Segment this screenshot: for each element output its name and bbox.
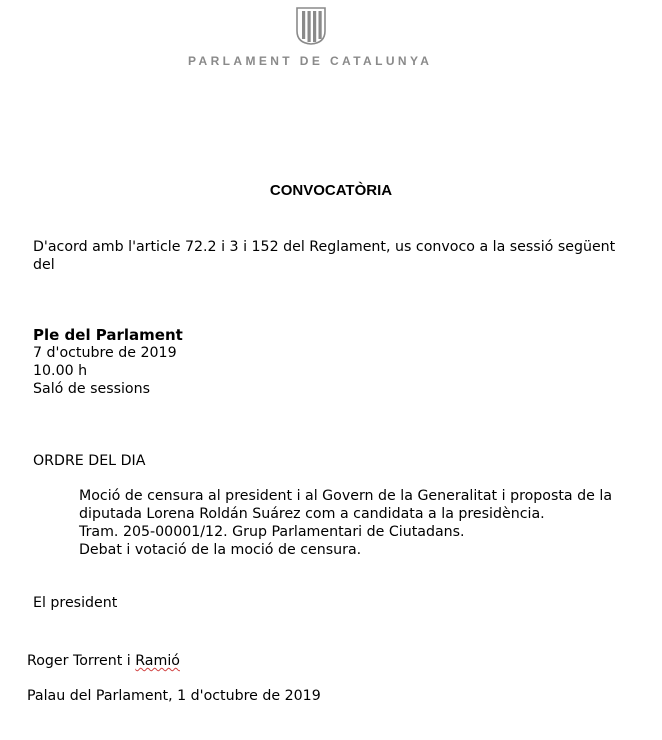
session-name: Ple del Parlament [33, 326, 183, 344]
agenda-item-line-4: Debat i votació de la moció de censura. [79, 542, 362, 558]
session-time: 10.00 h [33, 363, 88, 379]
signer-name-last: Ramió [135, 653, 180, 669]
document-title: CONVOCATÒRIA [269, 182, 393, 199]
agenda-heading: ORDRE DEL DIA [33, 453, 146, 469]
agenda-item-line-1: Moció de censura al president i al Govern de la Generalitat i proposta de la [79, 488, 613, 504]
intro-line-1: D'acord amb l'article 72.2 i 3 i 152 del Reglament, us convoco a la sessió següent [33, 239, 616, 255]
place-and-date: Palau del Parlament, 1 d'octubre de 2019 [27, 688, 321, 704]
intro-line-2: del [33, 257, 55, 273]
signer-name [27, 652, 180, 670]
agenda-item-line-2: diputada Lorena Roldán Suárez com a candidata a la presidència. [79, 506, 545, 522]
session-place: Saló de sessions [33, 381, 150, 397]
agenda-item-line-3: Tram. 205-00001/12. Grup Parlamentari de Ciutadans. [79, 524, 465, 540]
signer-role: El president [33, 595, 118, 611]
session-date: 7 d'octubre de 2019 [33, 345, 177, 361]
institution-name: PARLAMENT DE CATALUNYA [188, 54, 433, 68]
senyera-emblem-icon [296, 7, 326, 45]
signer-name-first: Roger Torrent i [27, 653, 136, 669]
